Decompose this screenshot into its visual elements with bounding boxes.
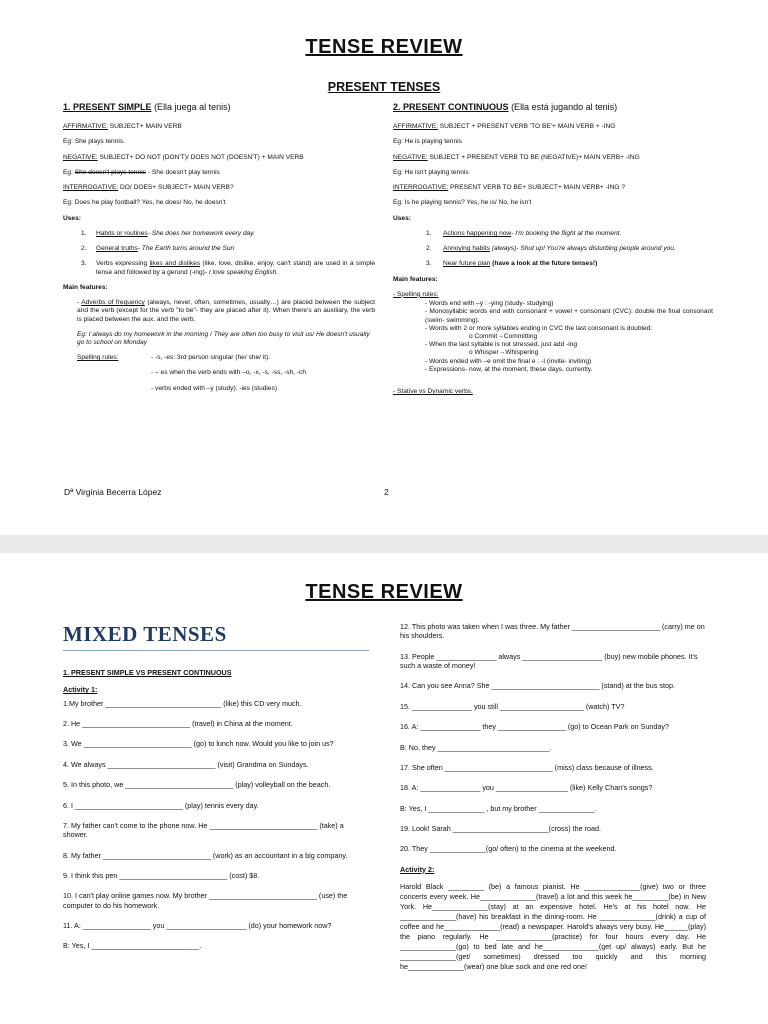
author-footer: Dª Virginia Becerra López xyxy=(64,487,162,497)
exercise-item: 7. My father can't come to the phone now. He ___________________________ (take) a shower. xyxy=(63,820,344,840)
exercise-item: 9. I think this pen ___________________________ (cost) $8. xyxy=(63,870,260,880)
list-item: - -s, -es: 3rd person singular (he/ she/ it). xyxy=(151,354,271,362)
exercise-item: 3. We ___________________________ (go) to lunch now. Would you like to join us? xyxy=(63,739,334,749)
exercise-item: 5. In this photo, we ___________________________ (play) volleyball on the beach. xyxy=(63,780,331,790)
list-item: - Monosyllabic words end with consonant + vowel + consonant (CVC): double the final consonant (swim- swimming). xyxy=(425,308,713,324)
exercise-item: 6. I ___________________________ (play) tennis every day. xyxy=(63,800,259,810)
list-item: - Words ended with –e omit the final e : -I (invite- inviting) xyxy=(425,357,592,365)
negative-rule: NEGATIVE: SUBJECT+ DO NOT (DON'T)/ DOES NOT (DOESN'T) + MAIN VERB xyxy=(63,153,304,161)
list-item: - Words with 2 or more syllables ending in CVC the last consonant is doubled: xyxy=(425,324,653,332)
present-simple-heading: 1. PRESENT SIMPLE (Ella juega al tenis) xyxy=(63,102,231,112)
example: Eg: He isn't playing tennis xyxy=(393,168,469,176)
present-continuous-column xyxy=(393,102,713,403)
adverbs-note: - Adverbs of frequency (always, never, often, sometimes, usually…) are placed between the subject and the verb (except for the verb "to be"- they are placed after it). When there's an auxiliary, the verb is placed between the aux. and the verb. xyxy=(77,299,376,323)
page-title: TENSE REVIEW xyxy=(305,36,463,58)
main-features-label: Main features: xyxy=(63,283,108,291)
uses-list xyxy=(393,230,713,269)
list-item: o Commit→Committing xyxy=(469,333,538,340)
list-item: - When the last syllable is not stressed, just add -ing xyxy=(425,341,578,349)
example: Eg: Does he play football? Yes, he does/ No, he doesn't xyxy=(63,199,226,207)
exercise-item: 16. A: _______________ they _________________ (go) to Ocean Park on Sunday? xyxy=(400,722,669,732)
list-item: - verbs ended with –y (study): -ies (studies) xyxy=(151,384,278,392)
activity-2-heading: Activity 2: xyxy=(400,864,435,874)
section-heading: 1. PRESENT SIMPLE VS PRESENT CONTINUOUS xyxy=(63,668,232,677)
exercise-item: 15. _______________ you still _____________________ (watch) TV? xyxy=(400,701,625,711)
page-mixed-tenses xyxy=(0,553,768,1024)
exercise-item: 8. My father ___________________________ (work) as an accountant in a big company. xyxy=(63,850,348,860)
affirmative-rule: AFFIRMATIVE: SUBJECT+ MAIN VERB xyxy=(63,123,182,131)
example: Eg: She plays tennis. xyxy=(63,138,125,146)
spelling-rules xyxy=(63,354,375,400)
list-item: - Expressions- now, at the moment, these days, currently. xyxy=(425,365,593,373)
exercise-left-column xyxy=(63,668,363,962)
affirmative-rule: AFFIRMATIVE: SUBJECT + PRESENT VERB 'TO BE'+ MAIN VERB + -ING xyxy=(393,123,616,131)
present-continuous-heading: 2. PRESENT CONTINUOUS (Ella está jugando al tenis) xyxy=(393,102,618,112)
interrogative-rule: INTERROGATIVE: PRESENT VERB TO BE+ SUBJECT+ MAIN VERB+ -ING ? xyxy=(393,184,626,192)
heading-rule xyxy=(63,650,369,651)
uses-list xyxy=(63,230,375,277)
stative-note: - Stative vs Dynamic verbs. xyxy=(393,388,473,396)
list-item: o Whisper→Whispering xyxy=(469,349,539,357)
main-features-label: Main features: xyxy=(393,275,438,283)
mixed-tenses-heading: MIXED TENSES xyxy=(63,622,227,646)
exercise-item: 14. Can you see Anna? She ___________________________ (stand) at the bus stop. xyxy=(400,681,675,691)
adverbs-example: Eg: I always do my homework in the morning / They are often too busy to visit us/ He doesn't usually go to school on Monday xyxy=(77,330,370,346)
list-item: 3. Near future plan (have a look at the future tenses!) xyxy=(426,260,598,268)
exercise-item: 19. Look! Sarah ________________________(cross) the road. xyxy=(400,823,602,833)
spelling-rules-label: Spelling rules: xyxy=(77,354,119,362)
uses-label: Uses: xyxy=(63,214,81,222)
uses-label: Uses: xyxy=(393,214,411,222)
exercise-item: 12. This photo was taken when I was three. My father ______________________ (carry) me on his shoulders. xyxy=(400,622,705,641)
exercise-item: 18. A: _______________ you __________________ (like) Kelly Chan's songs? xyxy=(400,783,653,793)
negative-rule: NEGATIVE: SUBJECT + PRESENT VERB TO BE (NEGATIVE)+ MAIN VERB+ -ING xyxy=(393,153,640,161)
spelling-rules-label: - Spelling rules: xyxy=(393,290,439,298)
spelling-rules xyxy=(393,300,713,374)
page-title: TENSE REVIEW xyxy=(305,581,463,603)
list-item: 1. Actions happening now- I'm booking the flight at the moment. xyxy=(426,229,622,237)
list-item: - – es when the verb ends with –o, -x, -s, -ss, -sh, -ch xyxy=(151,369,307,377)
activity-1-heading: Activity 1: xyxy=(63,685,98,695)
page-separator xyxy=(0,535,768,553)
list-item: 2. General truths- The Earth turns around the Sun xyxy=(81,245,235,253)
exercise-item: 10. I can't play online games now. My brother ___________________________ (use) the computer to do his homework. xyxy=(63,891,348,910)
exercise-right-column xyxy=(400,622,706,982)
exercise-item: 20. They ______________(go/ often) to the cinema at the weekend. xyxy=(400,844,617,854)
exercise-item: B: Yes, I ______________ , but my brother ______________. xyxy=(400,803,597,813)
exercise-item: B: Yes, I ___________________________. xyxy=(63,941,202,951)
exercise-item: 13. People _______________ always ____________________ (buy) new mobile phones. It's such a waste of money! xyxy=(400,651,698,671)
exercise-item: 2. He ___________________________ (travel) in China at the moment. xyxy=(63,719,293,729)
page-number: 2 xyxy=(384,487,389,497)
example: Eg: Is he playing tennis? Yes, he is/ No, he isn't xyxy=(393,199,532,207)
example: Eg: She doesn't plays tennis - She doesn't play tennis xyxy=(63,168,220,176)
list-item: - Words end with –y : -ying (study- studying) xyxy=(425,300,554,308)
list-item: 3. Verbs expressing likes and dislikes (like, love, dislike, enjoy, can't stand) are used in a simple tense and followed by a gerund (-ing)- I love speaking English. xyxy=(81,260,375,276)
example: Eg: He is playing tennis xyxy=(393,138,462,146)
activity-2-paragraph: Harold Black _________ (be) a famous pianist. He ______________(give) two or three concerts every week. He______________(travel) a lot and this week he_________(be) in New York. He______________(stay) at an expensive hotel. He's at his hotel now. He ______________(have) his breakfast in the dining-room. He ______________(drink) a cup of coffee and he______________(read) a newspaper. Harold's always very busy. He______(play) the piano regularly. He ______________(practise) for four hours every day. He ______________(go) to bed late and he______________(get up/ always) early. But he ______________(get/ sometimes) dressed too quickly and this morning he______________(wear) one blue sock and one red one! xyxy=(400,882,706,971)
section-subtitle: PRESENT TENSES xyxy=(327,80,441,94)
list-item: 2. Annoying habits (always)- Shut up! You're always disturbing people around you. xyxy=(426,245,676,253)
exercise-item: 17. She often ___________________________ (miss) class because of illness. xyxy=(400,762,654,772)
exercise-item: B: No, they ____________________________. xyxy=(400,742,552,752)
exercise-item: 1.My brother _____________________________ (like) this CD very much. xyxy=(63,698,302,708)
present-simple-column xyxy=(63,102,375,400)
exercise-item: 4. We always ___________________________ (visit) Grandma on Sundays. xyxy=(63,759,309,769)
list-item: 1. Habits or routines- She does her homework every day. xyxy=(81,229,255,237)
exercise-item: 11. A: _________________ you ____________________ (do) your homework now? xyxy=(63,921,332,931)
interrogative-rule: INTERROGATIVE: DO/ DOES+ SUBJECT+ MAIN VERB? xyxy=(63,184,234,192)
